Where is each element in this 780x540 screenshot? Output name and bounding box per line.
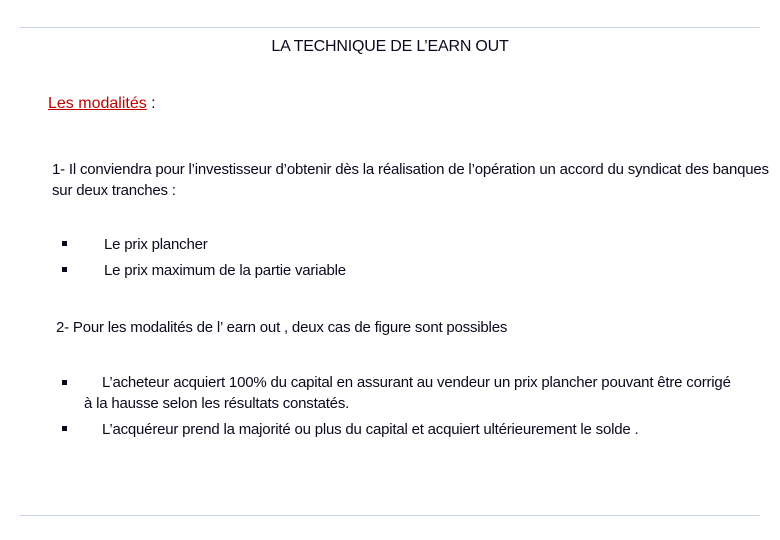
top-divider	[20, 27, 760, 28]
list-item: Le prix plancher	[104, 236, 208, 253]
bullet-square-icon	[62, 241, 67, 246]
bullet-square-icon	[62, 267, 67, 272]
section-heading	[48, 95, 156, 113]
list-item: L’acheteur acquiert 100% du capital en assurant au vendeur un prix plancher pouvant être corrigé à la hausse selon les résultats constatés.	[84, 374, 731, 412]
list-item: Le prix maximum de la partie variable	[104, 262, 346, 279]
slide-title: LA TECHNIQUE DE L’EARN OUT	[271, 38, 509, 55]
paragraph-2: 2- Pour les modalités de l’ earn out , deux cas de figure sont possibles	[56, 319, 508, 336]
list-item: L’acquéreur prend la majorité ou plus du capital et acquiert ultérieurement le solde .	[102, 421, 639, 438]
bottom-divider	[20, 515, 760, 516]
section-heading-label: Les modalités	[48, 95, 147, 112]
bullet-square-icon	[62, 426, 67, 431]
paragraph-1: 1- Il conviendra pour l’investisseur d’obtenir dès la réalisation de l’opération un accord du syndicat des banques sur deux tranches :	[52, 161, 769, 199]
section-heading-colon: :	[146, 95, 156, 112]
bullet-square-icon	[62, 380, 67, 385]
